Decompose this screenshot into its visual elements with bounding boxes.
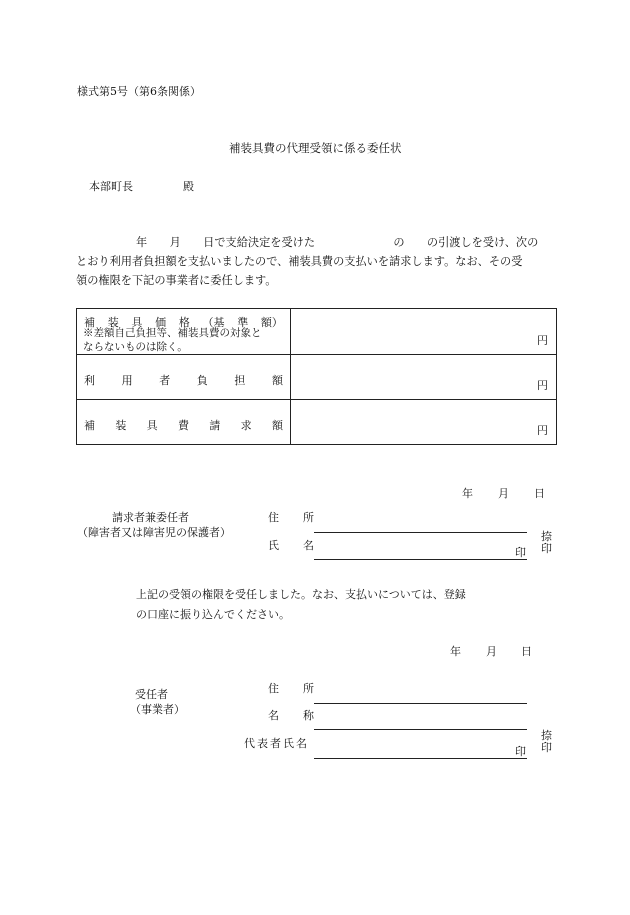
- label-char: 具: [146, 419, 158, 432]
- user-burden-label: [84, 372, 283, 388]
- agent-date-year: 年: [450, 645, 461, 658]
- claim-amount-value-field[interactable]: [291, 400, 557, 445]
- label-char: （基: [202, 316, 225, 329]
- label-char: 負: [196, 374, 208, 387]
- requester-seal-mark: 印: [515, 546, 526, 559]
- label-char: 求: [240, 419, 252, 432]
- agent-company-label-2: 称: [303, 709, 314, 722]
- body-line-2: とおり利用者負担額を支払いましたので、補装具費の支払いを請求します。なお、その受: [76, 255, 523, 268]
- requester-role-title: 請求者兼委任者: [112, 511, 189, 524]
- addressee-name: 本部町長: [89, 180, 133, 193]
- agent-role-sub: （事業者）: [130, 703, 185, 716]
- document-title: 補装具費の代理受領に係る委任状: [229, 141, 402, 155]
- yen-unit: 円: [537, 379, 548, 392]
- acceptance-line-1: 上記の受領の権限を受任しました。なお、支払いについては、登録: [136, 588, 466, 601]
- label-char: 利: [84, 374, 95, 387]
- sign-or-seal-char: 印: [541, 741, 552, 754]
- agent-date-day: 日: [521, 645, 532, 658]
- agent-company-label-1: 名: [268, 709, 279, 722]
- amount-table: [76, 308, 557, 445]
- sign-or-seal-char: 捺: [541, 530, 552, 543]
- agent-seal-mark: 印: [515, 745, 526, 758]
- requester-date-month: 月: [498, 487, 509, 500]
- addressee-honorific: 殿: [183, 180, 194, 193]
- claim-amount-label: [84, 417, 283, 433]
- label-char: 費: [177, 419, 189, 432]
- label-char: 具: [131, 316, 143, 329]
- table-row: [77, 400, 557, 445]
- label-char: 額）: [260, 316, 283, 329]
- agent-address-label-2: 所: [303, 682, 314, 695]
- requester-date-year: 年: [462, 487, 473, 500]
- sign-or-seal-char: 印: [541, 542, 552, 555]
- agent-company-line[interactable]: [314, 729, 527, 730]
- requester-name-line[interactable]: [314, 559, 527, 560]
- agent-address-label-1: 住: [268, 682, 279, 695]
- label-char: 価: [155, 316, 167, 329]
- label-char: 補: [84, 419, 95, 432]
- requester-address-label-1: 住: [268, 511, 279, 524]
- base-price-note-line-1: ※差額自己負担等、補装具費の対象と: [83, 327, 262, 339]
- label-char: 補: [84, 316, 95, 329]
- body-line-3: 領の権限を下記の事業者に委任します。: [76, 274, 277, 287]
- user-burden-value-field[interactable]: [291, 355, 557, 400]
- yen-unit: 円: [537, 424, 548, 437]
- agent-role-title: 受任者: [135, 688, 168, 701]
- label-char: 用: [121, 374, 133, 387]
- claim-amount-label-cell: [77, 400, 291, 445]
- label-char: 額: [271, 419, 283, 432]
- agent-representative-label: 代表者氏名: [244, 737, 309, 750]
- agent-sign-or-seal: [541, 730, 552, 754]
- agent-representative-line[interactable]: [314, 758, 527, 759]
- label-char: 者: [159, 374, 171, 387]
- base-price-note-line-2: ならないものは除く。: [83, 341, 188, 353]
- requester-date-day: 日: [534, 487, 545, 500]
- agent-date-month: 月: [486, 645, 497, 658]
- agent-address-line[interactable]: [314, 703, 527, 704]
- base-price-value-field[interactable]: [291, 309, 557, 355]
- form-number: 様式第5号（第6条関係）: [77, 85, 201, 98]
- label-char: 額: [271, 374, 283, 387]
- base-price-label-cell: [77, 309, 291, 355]
- table-row: [77, 309, 557, 355]
- requester-address-label-2: 所: [303, 511, 314, 524]
- requester-address-line[interactable]: [314, 532, 527, 533]
- table-row: [77, 355, 557, 400]
- requester-name-label-1: 氏: [268, 539, 279, 552]
- label-char: 準: [237, 316, 249, 329]
- acceptance-line-2: の口座に振り込んでください。: [136, 608, 290, 621]
- label-char: 格: [178, 316, 190, 329]
- requester-name-label-2: 名: [303, 539, 314, 552]
- label-char: 装: [115, 419, 127, 432]
- label-char: 請: [209, 419, 221, 432]
- label-char: 装: [107, 316, 119, 329]
- label-char: 担: [234, 374, 246, 387]
- requester-sign-or-seal: [541, 531, 552, 555]
- requester-role-sub: （障害者又は障害児の保護者）: [77, 526, 231, 539]
- yen-unit: 円: [537, 334, 548, 347]
- user-burden-label-cell: [77, 355, 291, 400]
- body-line-1: 年 月 日で支給決定を受けた の の引渡しを受け、次の: [136, 236, 539, 249]
- sign-or-seal-char: 捺: [541, 729, 552, 742]
